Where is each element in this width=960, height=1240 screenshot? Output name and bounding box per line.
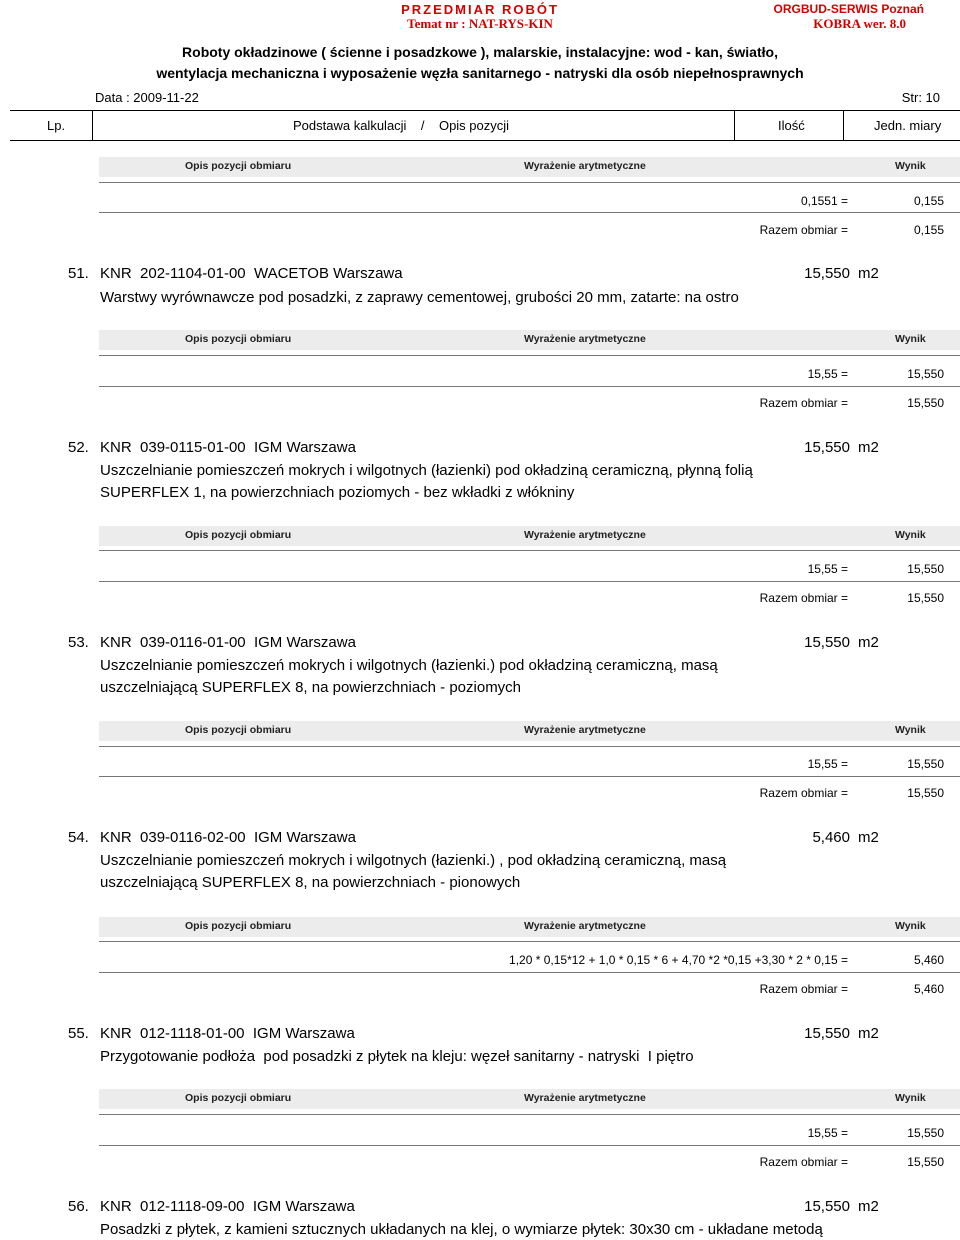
- total-label: Razem obmiar =: [759, 786, 848, 800]
- sub-result: Wynik: [895, 529, 926, 541]
- item-unit: m2: [858, 829, 879, 846]
- sub-desc: Opis pozycji obmiaru: [185, 160, 292, 172]
- total-value: 15,550: [907, 1155, 944, 1169]
- measure-value: 15,550: [907, 1126, 944, 1140]
- col-unit: Jedn. miary: [874, 118, 942, 133]
- measure-expression: 1,20 * 0,15*12 + 1,0 * 0,15 * 6 + 4,70 *2 *0,15 +3,30 * 2 * 0,15 =: [509, 953, 848, 967]
- total-value: 15,550: [907, 396, 944, 410]
- sub-expr: Wyrażenie arytmetyczne: [524, 724, 646, 736]
- measure-value: 15,550: [907, 367, 944, 381]
- item-desc-line2: uszczelniającą SUPERFLEX 8, na powierzchniach - pionowych: [100, 874, 521, 891]
- row-rule: [99, 941, 960, 942]
- measure-subheader: [99, 721, 960, 741]
- col-divider: [843, 110, 844, 140]
- sub-result: Wynik: [895, 160, 926, 172]
- total-value: 5,460: [913, 982, 944, 996]
- item-unit: m2: [858, 1025, 879, 1042]
- column-header-bottom-rule: [10, 140, 960, 141]
- item-desc-line1: Uszczelnianie pomieszczeń mokrych i wilgotnych (łazienki.) pod okładziną ceramiczną, masą: [100, 657, 718, 674]
- item-qty: 15,550: [804, 1025, 850, 1042]
- sub-desc: Opis pozycji obmiaru: [185, 724, 292, 736]
- sub-result: Wynik: [895, 724, 926, 736]
- sub-result: Wynik: [895, 920, 926, 932]
- row-rule: [99, 182, 960, 183]
- measure-subheader: [99, 330, 960, 350]
- sub-expr: Wyrażenie arytmetyczne: [524, 1092, 646, 1104]
- doc-title-line2: wentylacja mechaniczna i wyposażenie węzła sanitarnego - natryski dla osób niepełnosprawnych: [156, 65, 804, 81]
- item-lp: 55.: [68, 1025, 89, 1042]
- item-desc-line1: Przygotowanie podłoża pod posadzki z płytek na kleju: węzeł sanitarny - natryski I piętro: [100, 1048, 694, 1065]
- item-desc-line1: Uszczelnianie pomieszczeń mokrych i wilgotnych (łazienki.) , pod okładziną ceramiczną, masą: [100, 852, 727, 869]
- row-rule: [99, 212, 960, 213]
- page-number: Str: 10: [901, 90, 940, 105]
- row-rule: [99, 972, 960, 973]
- item-lp: 56.: [68, 1198, 89, 1215]
- measure-expression: 15,55 =: [807, 367, 848, 381]
- measure-expression: 0,1551 =: [800, 194, 848, 208]
- col-divider: [92, 110, 93, 140]
- sub-expr: Wyrażenie arytmetyczne: [524, 333, 646, 345]
- total-value: 15,550: [907, 591, 944, 605]
- item-qty: 15,550: [804, 634, 850, 651]
- row-rule: [99, 581, 960, 582]
- item-lp: 52.: [68, 439, 89, 456]
- doc-date: Data : 2009-11-22: [95, 90, 199, 105]
- total-value: 15,550: [907, 786, 944, 800]
- item-code: KNR 202-1104-01-00 WACETOB Warszawa: [100, 265, 403, 282]
- item-qty: 15,550: [804, 439, 850, 456]
- measure-subheader: [99, 526, 960, 546]
- sub-expr: Wyrażenie arytmetyczne: [524, 160, 646, 172]
- item-unit: m2: [858, 265, 879, 282]
- item-code: KNR 012-1118-09-00 IGM Warszawa: [100, 1198, 355, 1215]
- total-label: Razem obmiar =: [759, 591, 848, 605]
- item-qty: 15,550: [804, 1198, 850, 1215]
- sub-desc: Opis pozycji obmiaru: [185, 920, 292, 932]
- measure-subheader: [99, 1089, 960, 1109]
- row-rule: [99, 1145, 960, 1146]
- item-code: KNR 039-0115-01-00 IGM Warszawa: [100, 439, 356, 456]
- total-value: 0,155: [913, 223, 944, 237]
- document-type: PRZEDMIAR ROBÓT: [401, 2, 559, 17]
- total-label: Razem obmiar =: [759, 982, 848, 996]
- item-qty: 5,460: [812, 829, 850, 846]
- company-name: ORGBUD-SERWIS Poznań: [773, 2, 924, 16]
- column-header-top-rule: [10, 110, 960, 111]
- item-code: KNR 039-0116-02-00 IGM Warszawa: [100, 829, 356, 846]
- sub-result: Wynik: [895, 1092, 926, 1104]
- measure-expression: 15,55 =: [807, 757, 848, 771]
- measure-expression: 15,55 =: [807, 1126, 848, 1140]
- measure-subheader: [99, 917, 960, 937]
- item-lp: 51.: [68, 265, 89, 282]
- item-desc-line2: SUPERFLEX 1, na powierzchniach poziomych - bez wkładki z włókniny: [100, 484, 575, 501]
- doc-title-line1: Roboty okładzinowe ( ścienne i posadzkowe ), malarskie, instalacyjne: wod - kan, światło,: [182, 44, 778, 60]
- measure-value: 0,155: [913, 194, 944, 208]
- software-version: KOBRA wer. 8.0: [813, 16, 906, 31]
- measure-value: 5,460: [913, 953, 944, 967]
- item-desc-line1: Warstwy wyrównawcze pod posadzki, z zaprawy cementowej, grubości 20 mm, zatarte: na ostro: [100, 289, 739, 306]
- row-rule: [99, 776, 960, 777]
- measure-subheader: [99, 157, 960, 177]
- total-label: Razem obmiar =: [759, 1155, 848, 1169]
- item-unit: m2: [858, 1198, 879, 1215]
- item-unit: m2: [858, 634, 879, 651]
- col-divider: [734, 110, 735, 140]
- row-rule: [99, 746, 960, 747]
- item-lp: 54.: [68, 829, 89, 846]
- row-rule: [99, 386, 960, 387]
- row-rule: [99, 1114, 960, 1115]
- item-lp: 53.: [68, 634, 89, 651]
- col-qty: Ilość: [778, 118, 805, 133]
- row-rule: [99, 550, 960, 551]
- sub-desc: Opis pozycji obmiaru: [185, 1092, 292, 1104]
- item-code: KNR 039-0116-01-00 IGM Warszawa: [100, 634, 356, 651]
- col-basis: Podstawa kalkulacji / Opis pozycji: [293, 118, 510, 133]
- measure-value: 15,550: [907, 757, 944, 771]
- item-desc-line1: Posadzki z płytek, z kamieni sztucznych układanych na klej, o wymiarze płytek: 30x30 cm - układane metodą: [100, 1221, 823, 1238]
- item-unit: m2: [858, 439, 879, 456]
- sub-expr: Wyrażenie arytmetyczne: [524, 920, 646, 932]
- row-rule: [99, 355, 960, 356]
- total-label: Razem obmiar =: [759, 396, 848, 410]
- item-desc-line1: Uszczelnianie pomieszczeń mokrych i wilgotnych (łazienki) pod okładziną ceramiczną, płynną folią: [100, 462, 753, 479]
- item-qty: 15,550: [804, 265, 850, 282]
- sub-desc: Opis pozycji obmiaru: [185, 333, 292, 345]
- sub-expr: Wyrażenie arytmetyczne: [524, 529, 646, 541]
- item-desc-line2: uszczelniającą SUPERFLEX 8, na powierzchniach - poziomych: [100, 679, 522, 696]
- total-label: Razem obmiar =: [759, 223, 848, 237]
- measure-expression: 15,55 =: [807, 562, 848, 576]
- item-code: KNR 012-1118-01-00 IGM Warszawa: [100, 1025, 355, 1042]
- measure-value: 15,550: [907, 562, 944, 576]
- col-lp: Lp.: [47, 118, 66, 133]
- topic-number: Temat nr : NAT-RYS-KIN: [407, 16, 553, 31]
- sub-desc: Opis pozycji obmiaru: [185, 529, 292, 541]
- sub-result: Wynik: [895, 333, 926, 345]
